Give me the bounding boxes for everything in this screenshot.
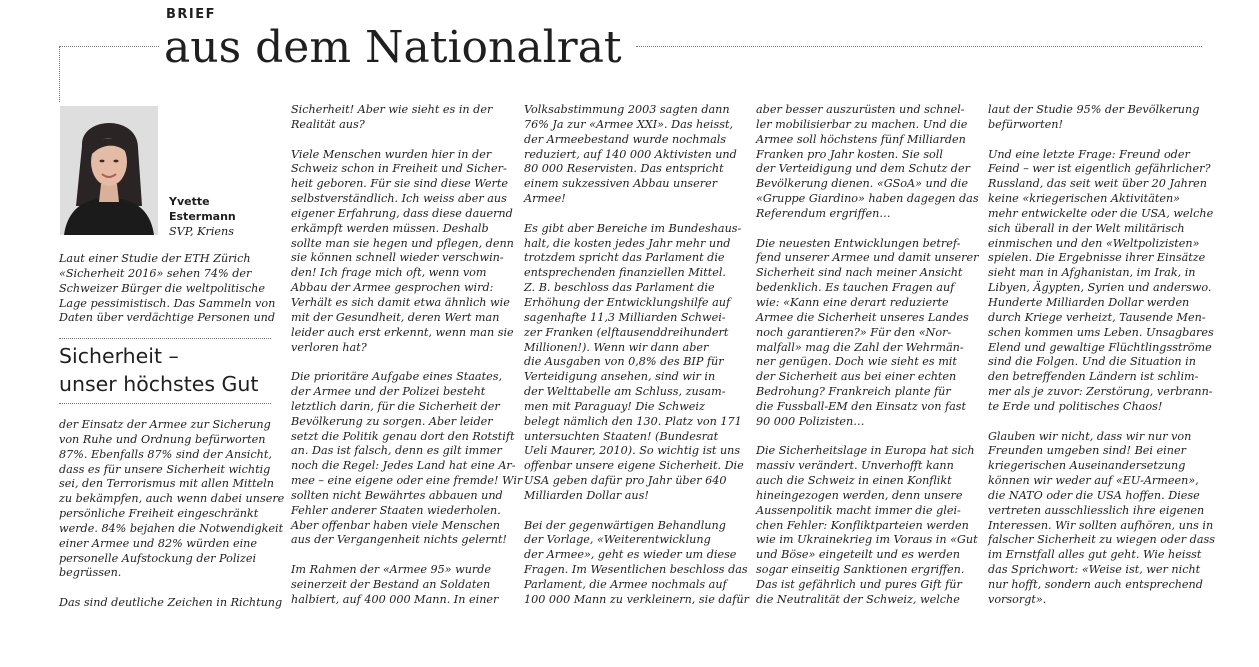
text-line: Freunden umgeben sind! Bei einer — [988, 444, 1186, 458]
text-line: Schweiz schon in Freiheit und Sicher- — [291, 162, 507, 176]
text-line: mehr entwickelte oder die USA, welche — [988, 206, 1214, 220]
text-line: zu bekämpfen, auch wenn dabei unsere — [59, 492, 285, 506]
text-line: noch die Regel: Jedes Land hat eine Ar- — [291, 459, 516, 473]
column-1-body — [59, 418, 285, 611]
text-line: Bevölkerung dienen. «GSoA» und die — [756, 177, 969, 191]
text-line: begrüssen. — [59, 566, 122, 580]
text-line: aber besser auszurüsten und schnel- — [756, 103, 965, 116]
text-line: sind die Folgen. Und die Situation in — [988, 355, 1196, 369]
subhead-line-2: unser höchstes Gut — [59, 372, 259, 396]
text-line: Die prioritäre Aufgabe eines Staates, — [291, 370, 502, 384]
text-line: entsprechenden finanziellen Mittel. — [524, 266, 726, 280]
text-line: falscher Sicherheit zu wiegen oder dass — [988, 533, 1215, 547]
text-line: der Einsatz der Armee zur Sicherung — [59, 418, 271, 431]
text-line: seinerzeit der Bestand an Soldaten — [291, 578, 491, 591]
text-line: Sicherheit! Aber wie sieht es in der — [291, 103, 493, 116]
column-2 — [291, 103, 523, 608]
text-line: Fehler anderer Staaten wiederholen. — [291, 503, 501, 517]
text-line: setzt die Politik genau dort den Rotstift — [291, 429, 515, 443]
text-line: «Gruppe Giardino» haben dagegen das — [756, 192, 979, 206]
text-line: mee – eine eigene oder eine fremde! Wir — [291, 474, 523, 488]
text-line: hineingezogen werden, denn unsere — [756, 488, 963, 502]
text-line: te Erde und politisches Chaos! — [988, 399, 1163, 413]
text-line: reduziert, auf 140 000 Aktivisten und — [524, 147, 737, 161]
text-line: die NATO oder die USA hoffen. Diese — [988, 488, 1200, 502]
text-line: die Fussball-EM den Einsatz von fast — [756, 399, 967, 413]
text-line: Laut einer Studie der ETH Zürich — [59, 252, 251, 265]
text-line: sich überall in der Welt militärisch — [988, 221, 1185, 235]
text-line: 100 000 Mann zu verkleinern, sie dafür — [524, 592, 749, 606]
text-line: Bevölkerung zu sorgen. Aber leider — [291, 414, 493, 428]
text-line: Milliarden Dollar aus! — [524, 488, 649, 502]
text-line: aus der Vergangenheit nichts gelernt! — [291, 533, 507, 547]
text-line: wie: «Kann eine derart reduzierte — [756, 295, 949, 309]
text-line: an. Das ist falsch, denn es gilt immer — [291, 444, 502, 458]
text-line: Glauben wir nicht, dass wir nur von — [988, 429, 1192, 443]
text-line — [988, 415, 1210, 430]
text-line: offenbar unsere eigene Sicherheit. Die — [524, 459, 744, 473]
text-line: Aussenpolitik macht immer die glei- — [756, 503, 961, 517]
author-name-first: Yvette — [169, 195, 210, 208]
text-line: die Ausgaben von 0,8% des BIP für — [524, 355, 724, 369]
text-line: bedenklich. Es tauchen Fragen auf — [756, 281, 955, 295]
text-line: selbstverständlich. Ich weiss aber aus — [291, 192, 507, 206]
text-line: Und eine letzte Frage: Freund oder — [988, 147, 1190, 161]
text-line: und Böse» eingeteilt und es werden — [756, 548, 960, 562]
text-line: der Sicherheit aus bei einer echten — [756, 370, 957, 384]
text-line: laut der Studie 95% der Bevölkerung — [988, 103, 1200, 116]
text-line: der Armeebestand wurde nochmals — [524, 132, 727, 146]
header-rule-left — [59, 46, 159, 47]
text-line: Sicherheit sind nach meiner Ansicht — [756, 266, 963, 280]
column-4 — [756, 103, 978, 608]
text-line: sie können schnell wieder verschwin- — [291, 251, 504, 265]
text-line: ner genügen. Doch wie sieht es mit — [756, 355, 957, 369]
text-line: Verteidigung ansehen, sind wir in — [524, 370, 716, 384]
text-line: fend unserer Armee und damit unserer — [756, 251, 979, 265]
text-line: Russland, das seit weit über 20 Jahren — [988, 177, 1208, 191]
text-line: erkämpft werden müssen. Deshalb — [291, 221, 489, 235]
text-line: sollten nicht Bewährtes abbauen und — [291, 488, 503, 502]
text-line: 87%. Ebenfalls 87% sind der Ansicht, — [59, 447, 272, 461]
text-line: im Ernstfall alles gut geht. Wie heisst — [988, 548, 1202, 562]
portrait-photo-icon — [60, 106, 158, 235]
text-line: der Vorlage, «Weiterentwicklung — [524, 533, 711, 547]
text-line: Aber offenbar haben viele Menschen — [291, 518, 501, 532]
text-line: wie im Ukrainekrieg im Voraus in «Gut — [756, 533, 978, 547]
text-line: zer Franken (elftausenddreihundert — [524, 325, 729, 339]
text-line: halt, die kosten jedes Jahr mehr und — [524, 236, 731, 250]
text-line: Es gibt aber Bereiche im Bundeshaus- — [524, 221, 742, 235]
text-line: den betreffenden Ländern ist schlim- — [988, 370, 1199, 384]
text-line: keine «kriegerischen Aktivitäten» — [988, 192, 1180, 206]
text-line: Verhält es sich damit etwa ähnlich wie — [291, 295, 510, 309]
text-line: vertreten ausschliesslich ihre eigenen — [988, 503, 1205, 517]
text-line: 76% Ja zur «Armee XXI». Das heisst, — [524, 117, 733, 131]
text-line: untersuchten Staaten! (Bundesrat — [524, 429, 719, 443]
text-line: dass es für unsere Sicherheit wichtig — [59, 462, 271, 476]
text-line: persönliche Freiheit eingeschränkt — [59, 507, 259, 521]
text-line: Das sind deutliche Zeichen in Richtung — [59, 596, 283, 610]
text-line: leider auch erst erkennt, wenn man sie — [291, 325, 514, 339]
text-line: einmischen und den «Weltpolizisten» — [988, 236, 1200, 250]
text-line: einer Armee und 82% würden eine — [59, 536, 258, 550]
text-line: Armee die Sicherheit unseres Landes — [756, 310, 969, 324]
text-line: Referendum ergriffen… — [756, 206, 891, 220]
text-line: Z. B. beschloss das Parlament die — [524, 281, 715, 295]
text-line — [291, 133, 513, 148]
text-line — [756, 222, 978, 237]
text-line: verloren hat? — [291, 340, 367, 354]
text-line: der Armee und der Polizei besteht — [291, 385, 486, 399]
text-line: werde. 84% bejahen die Notwendigkeit — [59, 521, 284, 535]
text-line: Bedrohung? Frankreich plante für — [756, 385, 951, 399]
subhead-rule-top — [59, 338, 271, 339]
text-line: belegt nämlich den 130. Platz von 171 — [524, 414, 742, 428]
text-line: Franken pro Jahr kosten. Sie soll — [756, 147, 943, 161]
text-line: Feind – wer ist eigentlich gefährlicher? — [988, 162, 1211, 176]
text-line: 90 000 Polizisten… — [756, 414, 865, 428]
author-name-last: Estermann — [169, 210, 236, 223]
text-line: befürworten! — [988, 117, 1063, 131]
text-line: spielen. Die Ergebnisse ihrer Einsätze — [988, 251, 1206, 265]
subhead-rule-bottom — [59, 403, 271, 404]
text-line: letztlich darin, für die Sicherheit der — [291, 399, 500, 413]
author-byline — [169, 194, 236, 239]
text-line: schen kommen ums Leben. Unsagbares — [988, 325, 1214, 339]
text-line: Die neuesten Entwicklungen betref- — [756, 236, 961, 250]
text-line: sieht man in Afghanistan, im Irak, in — [988, 266, 1196, 280]
text-line: mit der Gesundheit, deren Wert man — [291, 310, 500, 324]
text-line: trotzdem spricht das Parlament die — [524, 251, 725, 265]
text-line: halbiert, auf 400 000 Mann. In einer — [291, 592, 499, 606]
header-rule-vertical — [59, 46, 60, 102]
text-line: das Sprichwort: «Weise ist, wer nicht — [988, 563, 1201, 577]
text-line: einem sukzessiven Abbau unserer — [524, 177, 718, 191]
text-line: können wir weder auf «EU-Armeen», — [988, 474, 1199, 488]
text-line: Lage pessimistisch. Das Sammeln von — [59, 296, 276, 310]
text-line: chen Fehler: Konfliktparteien werden — [756, 518, 969, 532]
text-line: den! Ich frage mich oft, wenn vom — [291, 266, 487, 280]
text-line: mer als je zuvor: Zerstörung, verbrann- — [988, 385, 1213, 399]
text-line: Abbau der Armee gesprochen wird: — [291, 281, 494, 295]
text-line — [524, 207, 746, 222]
text-line — [988, 133, 1210, 148]
text-line: Ueli Maurer, 2010). So wichtig ist uns — [524, 444, 741, 458]
text-line: vorsorgt». — [988, 592, 1047, 606]
text-line: Das ist gefährlich und pures Gift für — [756, 578, 962, 591]
text-line: Die Sicherheitslage in Europa hat sich — [756, 444, 975, 458]
text-line: Parlament, die Armee nochmals auf — [524, 578, 727, 591]
text-line — [291, 355, 513, 370]
text-line: die Neutralität der Schweiz, welche — [756, 592, 960, 606]
text-line: ler mobilisierbar zu machen. Und die — [756, 117, 968, 131]
text-line: Interessen. Wir sollten aufhören, uns in — [988, 518, 1214, 532]
page-title: aus dem Nationalrat — [164, 22, 622, 73]
text-line: Libyen, Ägypten, Syrien und anderswo. — [988, 281, 1212, 295]
text-line: heit geboren. Für sie sind diese Werte — [291, 177, 508, 191]
text-line: Bei der gegenwärtigen Behandlung — [524, 518, 726, 532]
text-line: sei, den Terrorismus mit allen Mitteln — [59, 477, 274, 491]
text-line: kriegerischen Auseinandersetzung — [988, 459, 1186, 473]
text-line: der Armee», geht es wieder um diese — [524, 548, 737, 562]
text-line: nur hofft, sondern auch entsprechend — [988, 578, 1203, 591]
column-1-intro — [59, 252, 277, 326]
text-line: noch garantieren?» Für den «Nor- — [756, 325, 952, 339]
text-line — [291, 548, 513, 563]
text-line: Daten über verdächtige Personen und — [59, 311, 276, 325]
text-line: malfall» mag die Zahl der Wehrmän- — [756, 340, 964, 354]
text-line: Realität aus? — [291, 117, 365, 131]
text-line: auch die Schweiz in einen Konflikt — [756, 474, 952, 488]
text-line: eigener Erfahrung, dass diese dauernd — [291, 206, 513, 220]
text-line: Armee soll höchstens fünf Milliarden — [756, 132, 966, 146]
section-kicker: BRIEF — [166, 7, 217, 22]
header-rule-right — [636, 46, 1202, 47]
text-line: Millionen!). Wenn wir dann aber — [524, 340, 709, 354]
text-line — [524, 504, 746, 519]
author-photo — [60, 106, 158, 235]
text-line: der Welttabelle am Schluss, zusam- — [524, 385, 726, 399]
text-line: der Verteidigung und dem Schutz der — [756, 162, 970, 176]
text-line: durch Kriege verheizt, Tausende Men- — [988, 310, 1206, 324]
author-role: SVP, Kriens — [169, 225, 234, 238]
column-3 — [524, 103, 749, 608]
text-line: Elend und gewaltige Flüchtlingsströme — [988, 340, 1212, 354]
text-line: men mit Paraguay! Die Schweiz — [524, 399, 705, 413]
text-line: Hunderte Milliarden Dollar werden — [988, 295, 1190, 309]
text-line — [59, 581, 277, 596]
subhead-line-1: Sicherheit – — [59, 344, 179, 368]
text-line: sollte man sie hegen und pflegen, denn — [291, 236, 514, 250]
text-line: massiv verändert. Unverhofft kann — [756, 459, 954, 473]
text-line: Schweizer Bürger die weltpolitische — [59, 281, 265, 295]
text-line: «Sicherheit 2016» sehen 74% der — [59, 266, 252, 280]
text-line: sogar einseitig Sanktionen ergriffen. — [756, 563, 965, 577]
text-line: von Ruhe und Ordnung befürworten — [59, 432, 266, 446]
text-line — [756, 430, 978, 445]
text-line: personelle Aufstockung der Polizei — [59, 551, 257, 565]
text-line: 80 000 Reservisten. Das entspricht — [524, 162, 724, 176]
text-line: sagenhafte 11,3 Milliarden Schwei- — [524, 310, 726, 324]
article-subhead — [59, 342, 274, 398]
text-line: Erhöhung der Entwicklungshilfe auf — [524, 295, 731, 309]
text-line: Armee! — [524, 192, 566, 206]
text-line: Im Rahmen der «Armee 95» wurde — [291, 563, 492, 577]
text-line: USA geben dafür pro Jahr über 640 — [524, 474, 727, 488]
text-line: Viele Menschen wurden hier in der — [291, 147, 492, 161]
text-line: Volksabstimmung 2003 sagten dann — [524, 103, 730, 116]
text-line: Fragen. Im Wesentlichen beschloss das — [524, 563, 748, 577]
column-5 — [988, 103, 1215, 608]
